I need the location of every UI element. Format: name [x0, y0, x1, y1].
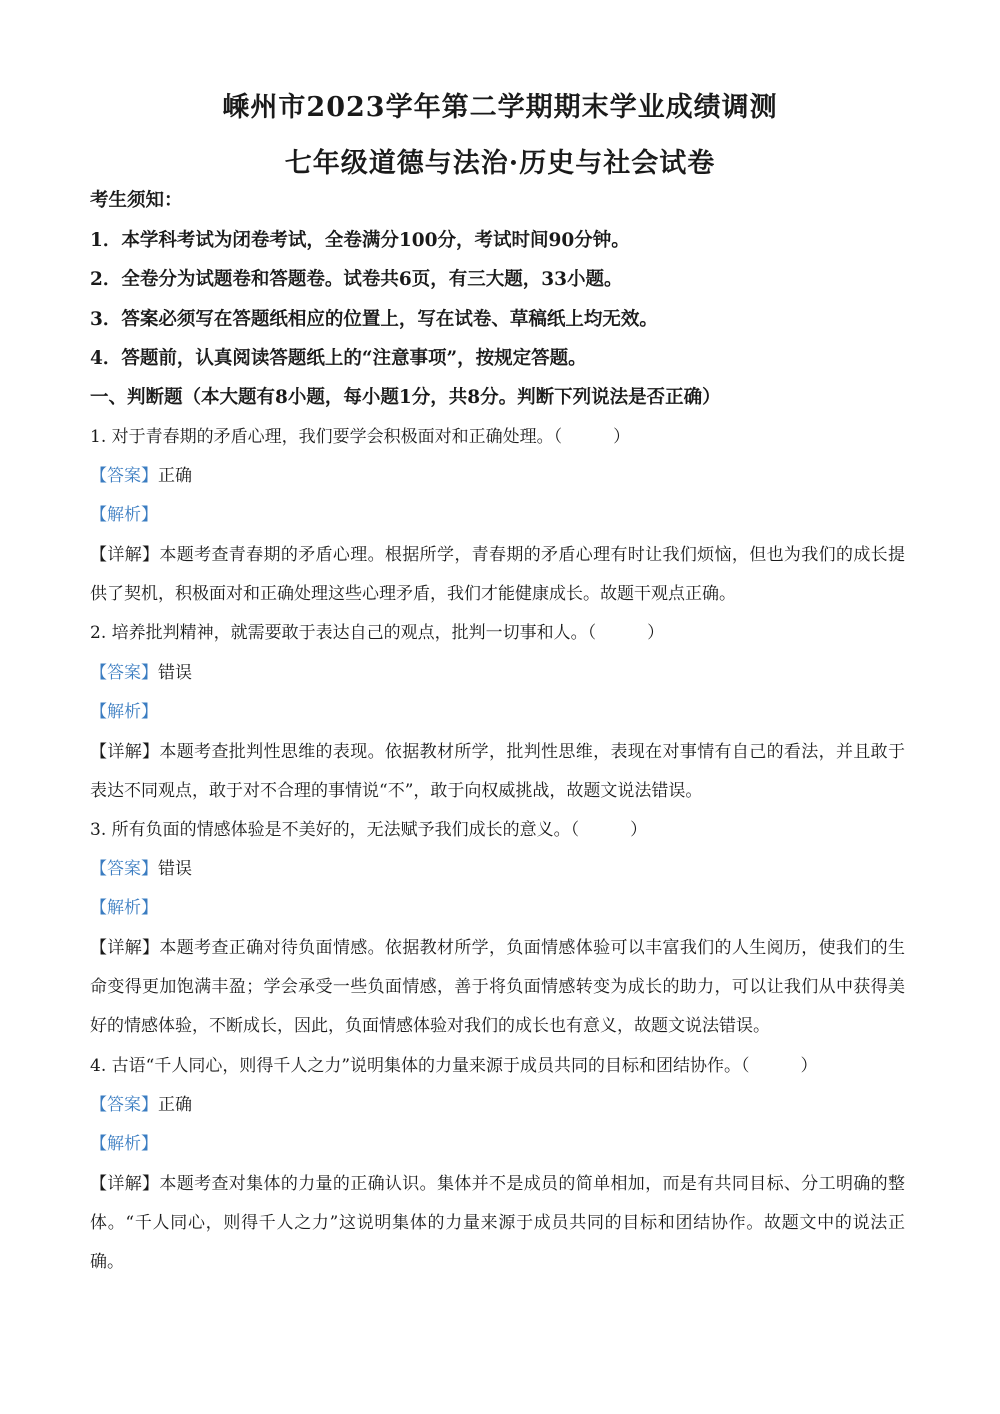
- analysis-label: 【解析】: [90, 702, 158, 722]
- detail-label: 【详解】: [90, 545, 160, 565]
- detail-label: 【详解】: [90, 742, 160, 762]
- answer-row-2: [90, 662, 910, 684]
- detail-label: 【详解】: [90, 1174, 160, 1194]
- detail-3: [90, 929, 905, 1046]
- analysis-label: 【解析】: [90, 898, 158, 918]
- answer-row-1: [90, 465, 910, 487]
- analysis-label: 【解析】: [90, 505, 158, 525]
- detail-label: 【详解】: [90, 938, 160, 958]
- detail-2: [90, 733, 905, 811]
- answer-label: 【答案】: [90, 1095, 158, 1115]
- detail-text: 本题考查对集体的力量的正确认识。集体并不是成员的简单相加，而是有共同目标、分工明确的整体。“千人同心，则得千人之力”这说明集体的力量来源于成员共同的目标和团结协作。故题文中的说法正确。: [90, 1174, 906, 1272]
- answer-value: 错误: [158, 663, 192, 683]
- answer-label: 【答案】: [90, 859, 158, 879]
- detail-1: [90, 536, 905, 614]
- detail-text: 本题考查正确对待负面情感。依据教材所学，负面情感体验可以丰富我们的人生阅历，使我们的生命变得更加饱满丰盈；学会承受一些负面情感，善于将负面情感转变为成长的助力，可以让我们从中获得美好的情感体验，不断成长，因此，负面情感体验对我们的成长也有意义，故题文说法错误。: [90, 938, 906, 1036]
- detail-text: 本题考查青春期的矛盾心理。根据所学，青春期的矛盾心理有时让我们烦恼，但也为我们的成长提供了契机，积极面对和正确处理这些心理矛盾，我们才能健康成长。故题干观点正确。: [90, 545, 906, 604]
- answer-label: 【答案】: [90, 466, 158, 486]
- answer-value: 正确: [158, 1095, 192, 1115]
- question-3: 3. 所有负面的情感体验是不美好的，无法赋予我们成长的意义。（ ）: [90, 820, 648, 840]
- answer-label: 【答案】: [90, 663, 158, 683]
- question-4: 4. 古语“千人同心，则得千人之力”说明集体的力量来源于成员共同的目标和团结协作。（ ）: [90, 1056, 818, 1076]
- question-2: 2. 培养批判精神，就需要敢于表达自己的观点，批判一切事和人。（ ）: [90, 623, 665, 643]
- answer-row-3: [90, 858, 910, 880]
- exam-subtitle: 七年级道德与法治·历史与社会试卷: [284, 148, 716, 179]
- answer-row-4: [90, 1094, 910, 1116]
- analysis-label: 【解析】: [90, 1134, 158, 1154]
- notice-heading: 考生须知：: [90, 190, 183, 211]
- section-heading: 一、判断题（本大题有8小题，每小题1分，共8分。判断下列说法是否正确）: [90, 387, 721, 408]
- notice-item-3: 3．答案必须写在答题纸相应的位置上，写在试卷、草稿纸上均无效。: [90, 309, 658, 330]
- detail-text: 本题考查批判性思维的表现。依据教材所学，批判性思维，表现在对事情有自己的看法，并且敢于表达不同观点，敢于对不合理的事情说“不”，敢于向权威挑战，故题文说法错误。: [90, 742, 906, 801]
- exam-title: 嵊州市2023学年第二学期期末学业成绩调测: [222, 92, 778, 123]
- notice-item-1: 1．本学科考试为闭卷考试，全卷满分100分，考试时间90分钟。: [90, 230, 630, 251]
- answer-value: 错误: [158, 859, 192, 879]
- notice-item-2: 2．全卷分为试题卷和答题卷。试卷共6页，有三大题，33小题。: [90, 269, 623, 290]
- answer-value: 正确: [158, 466, 192, 486]
- question-1: 1. 对于青春期的矛盾心理，我们要学会积极面对和正确处理。（ ）: [90, 427, 631, 447]
- detail-4: [90, 1165, 905, 1282]
- notice-item-4: 4．答题前，认真阅读答题纸上的“注意事项”，按规定答题。: [90, 348, 587, 369]
